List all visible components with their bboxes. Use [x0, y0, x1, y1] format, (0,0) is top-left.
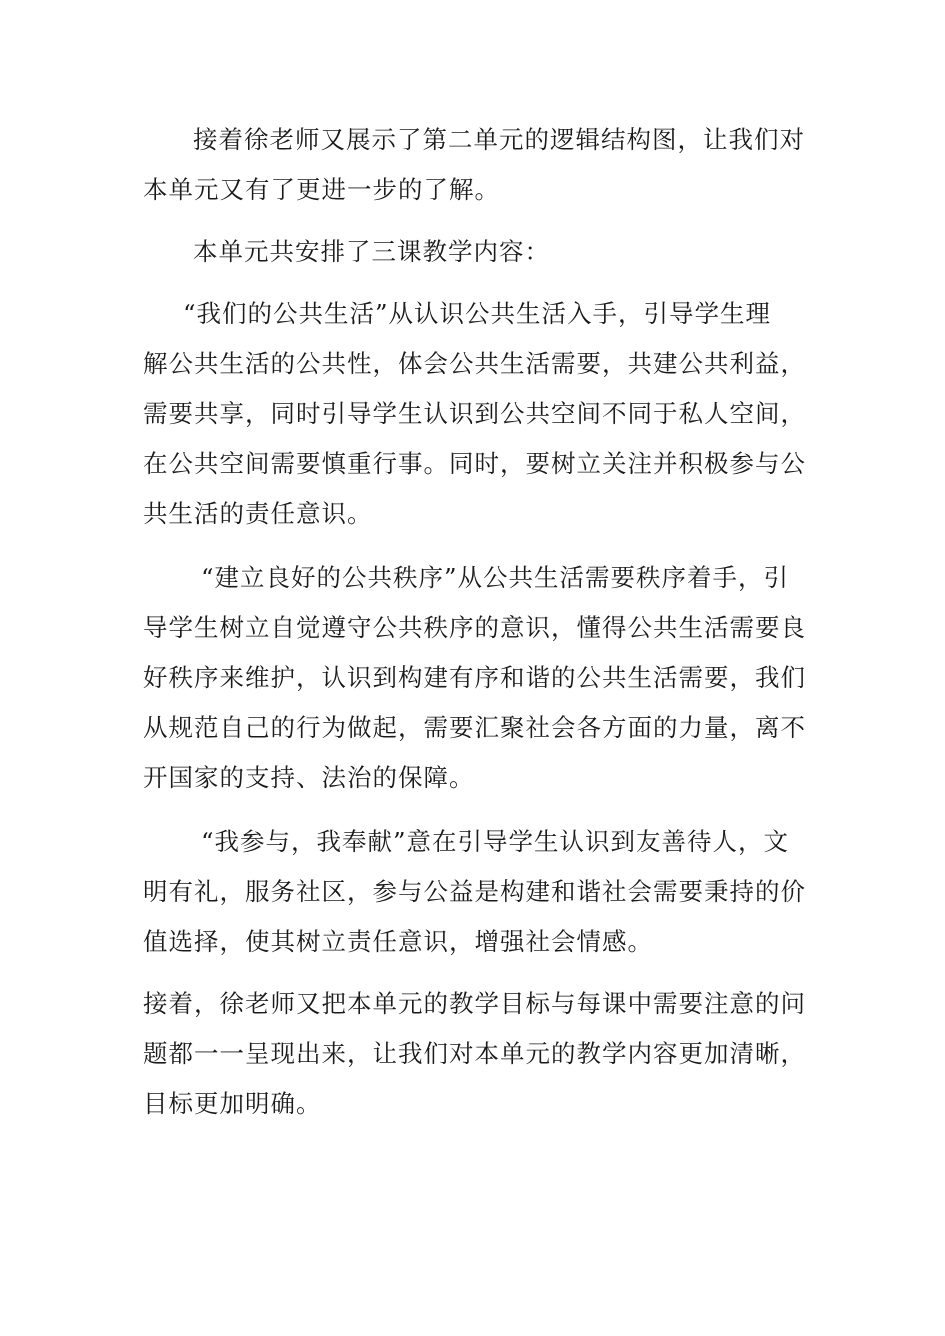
paragraph-line: 接着徐老师又展示了第二单元的逻辑结构图，让我们对: [193, 125, 805, 154]
paragraph-line: “我参与，我奉献”意在引导学生认识到友善待人，文: [201, 827, 790, 856]
paragraph-line: 明有礼，服务社区，参与公益是构建和谐社会需要秉持的价: [143, 877, 806, 906]
paragraph-line: 本单元共安排了三课教学内容：: [193, 237, 550, 266]
paragraph-1: [143, 115, 803, 215]
document-body: [143, 115, 806, 1129]
paragraph-line: 从规范自己的行为做起，需要汇聚社会各方面的力量，离不: [143, 713, 806, 742]
paragraph-line: 需要共享，同时引导学生认识到公共空间不同于私人空间，: [143, 399, 806, 428]
paragraph-line: 在公共空间需要慎重行事。同时，要树立关注并积极参与公: [143, 449, 806, 478]
paragraph-line: “建立良好的公共秩序”从公共生活需要秩序着手，引: [201, 563, 790, 592]
paragraph-4: [143, 553, 806, 803]
paragraph-line: 值选择，使其树立责任意识，增强社会情感。: [143, 927, 653, 956]
paragraph-6: [143, 979, 806, 1129]
paragraph-line: 共生活的责任意识。: [143, 499, 373, 528]
paragraph-line: 接着，徐老师又把本单元的教学目标与每课中需要注意的问: [143, 989, 806, 1018]
paragraph-line: 目标更加明确。: [143, 1089, 322, 1118]
paragraph-2: [143, 227, 803, 277]
paragraph-line: 好秩序来维护，认识到构建有序和谐的公共生活需要，我们: [143, 663, 806, 692]
paragraph-5: [143, 817, 806, 967]
paragraph-line: “我们的公共生活”从认识公共生活入手，引导学生理: [183, 299, 772, 328]
paragraph-3: [143, 289, 806, 539]
paragraph-line: 题都一一呈现出来，让我们对本单元的教学内容更加清晰，: [143, 1039, 806, 1068]
paragraph-line: 开国家的支持、法治的保障。: [143, 763, 475, 792]
paragraph-line: 导学生树立自觉遵守公共秩序的意识，懂得公共生活需要良: [143, 613, 806, 642]
paragraph-line: 本单元又有了更进一步的了解。: [143, 175, 500, 204]
paragraph-line: 解公共生活的公共性，体会公共生活需要，共建公共利益，: [143, 349, 806, 378]
